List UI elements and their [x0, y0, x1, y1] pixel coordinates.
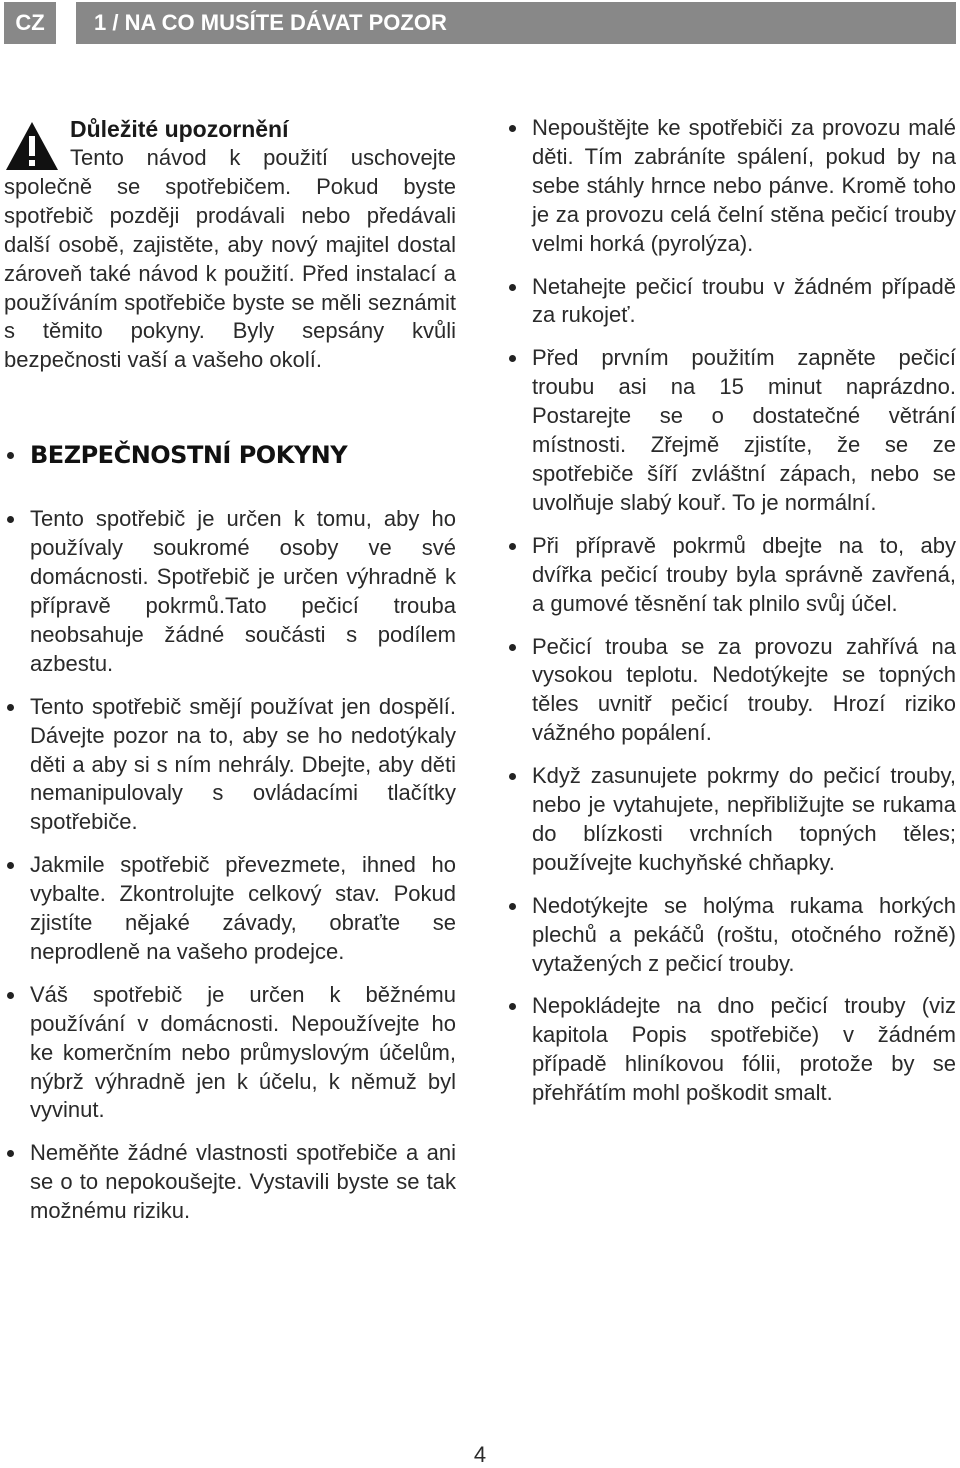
list-item: Před prvním použitím zapněte pečicí troubu asi na 15 minut naprázdno. Postarejte se o dostatečné větrání místnosti. Zřejmě zjistíte, že se ze spotřebiče šíří zvláštní zápach, nebo se uvolňuje slabý kouř. To je normální. [506, 344, 956, 517]
safety-list-left [4, 505, 456, 1226]
list-item: Tento spotřebič je určen k tomu, aby ho používaly soukromé osoby ve své domácnosti. Spotřebič je určen výhradně k přípravě pokrmů.Tato pečicí trouba neobsahuje žádné součásti s podílem azbestu. [4, 505, 456, 678]
list-item: Pečicí trouba se za provozu zahřívá na vysokou teplotu. Nedotýkejte se topných těles uvnitř pečicí trouby. Hrozí riziko vážného popálení. [506, 633, 956, 749]
list-item: Neměňte žádné vlastnosti spotřebiče a ani se o to nepokoušejte. Vystavili byste se tak možnému riziku. [4, 1139, 456, 1226]
warning-triangle-icon [4, 120, 60, 172]
notice-title: Důležité upozornění [70, 116, 289, 142]
list-item: Netahejte pečicí troubu v žádném případě za rukojeť. [506, 273, 956, 331]
left-column [4, 114, 456, 1240]
list-item: Nepokládejte na dno pečicí trouby (viz kapitola Popis spotřebiče) v žádném případě hliníkovou fólii, protože by se přehřátím mohl poškodit smalt. [506, 992, 956, 1108]
list-item: Tento spotřebič smějí používat jen dospělí. Dávejte pozor na to, aby se ho nedotýkaly děti a aby si s ním nehrály. Dbejte, aby děti nemanipulovaly s ovládacími tlačítky spotřebiče. [4, 693, 456, 838]
list-item: Při přípravě pokrmů dbejte na to, aby dvířka pečicí trouby byla správně zavřená, a gumové těsnění tak plnilo svůj účel. [506, 532, 956, 619]
safety-heading: BEZPEČNOSTNÍ POKYNY [4, 439, 456, 471]
list-item: Nedotýkejte se holýma rukama horkých plechů a pekáčů (roštu, otočného rožně) vytažených z pečicí trouby. [506, 892, 956, 979]
right-column [506, 114, 956, 1122]
page-number: 4 [473, 1442, 487, 1467]
list-item: Jakmile spotřebič převezmete, ihned ho vybalte. Zkontrolujte celkový stav. Pokud zjistíte nějaké závady, obraťte se neprodleně na vašeho prodejce. [4, 851, 456, 967]
list-item: Když zasunujete pokrmy do pečicí trouby, nebo je vytahujete, nepřibližujte se rukama do blízkosti vrchních topných těles; používejte kuchyňské chňapky. [506, 762, 956, 878]
list-item: Nepouštějte ke spotřebiči za provozu malé děti. Tím zabráníte spálení, pokud by na sebe stáhly hrnce nebo pánve. Kromě toho je za provozu celá čelní stěna pečicí trouby velmi horká (pyrolýza). [506, 114, 956, 259]
notice-text: Tento návod k použití uschovejte společně se spotřebičem. Pokud byste spotřebič později prodávali nebo předávali další osobě, zajistěte, aby nový majitel dostal zároveň také návod k použití. Před instalací a používáním spotřebiče byste se měli seznámit s těmito pokyny. Byly sepsány kvůli bezpečnosti vaší a vašeho okolí. [4, 145, 456, 373]
safety-list-right [506, 114, 956, 1108]
page-header-title: 1 / NA CO MUSÍTE DÁVAT POZOR [76, 2, 956, 44]
language-badge: CZ [4, 2, 56, 44]
important-notice [4, 114, 456, 375]
list-item: Váš spotřebič je určen k běžnému používání v domácnosti. Nepoužívejte ho ke komerčním nebo průmyslovým účelům, nýbrž výhradně jen k účelu, k němuž byl vyvinut. [4, 981, 456, 1126]
